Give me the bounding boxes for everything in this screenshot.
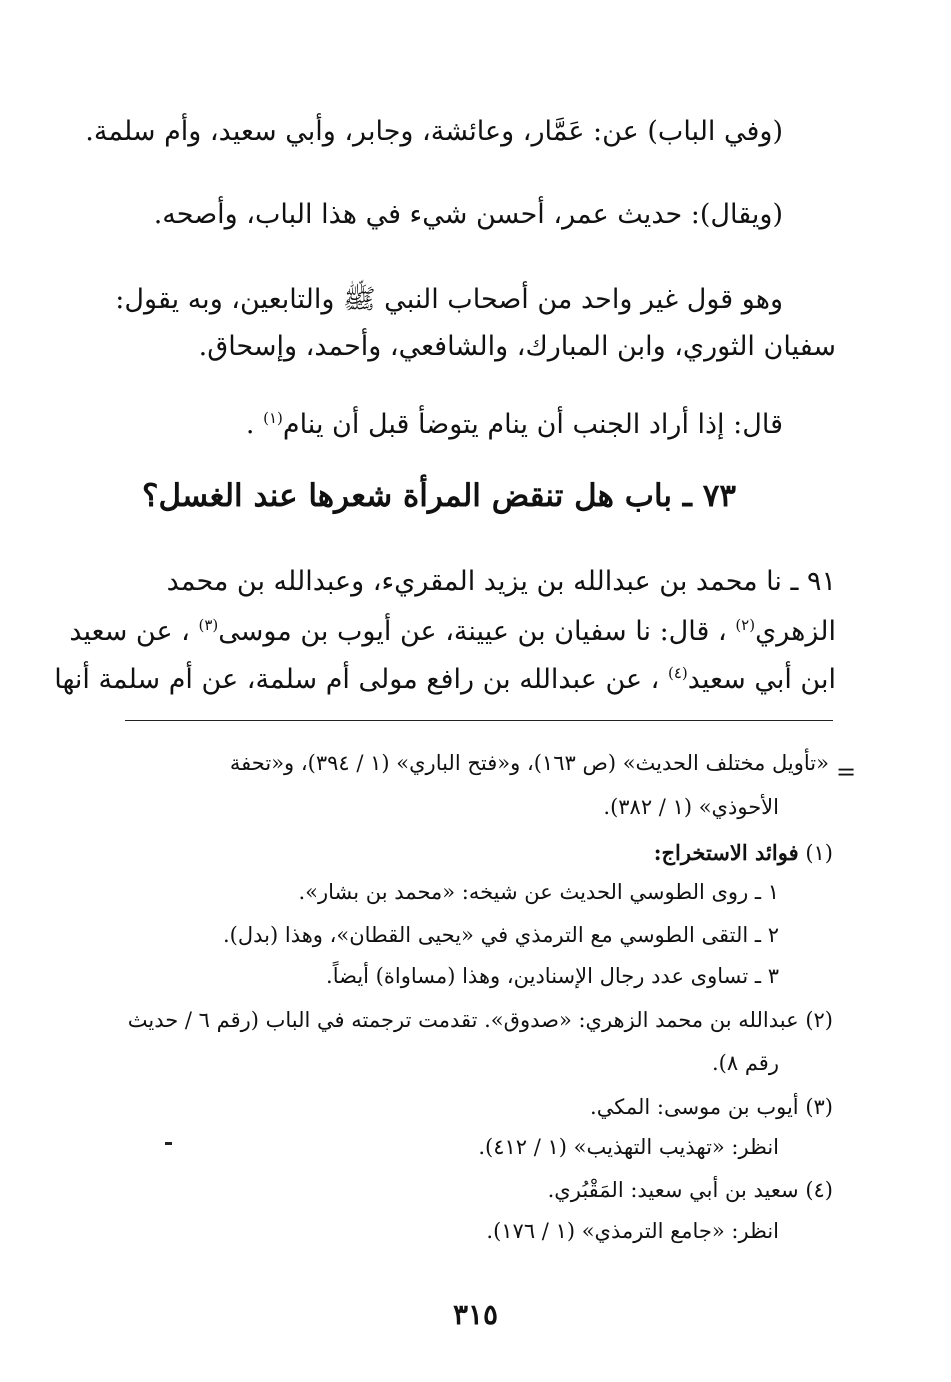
- continuation-marker: =: [836, 758, 857, 786]
- page-number: ٣١٥: [452, 1298, 499, 1331]
- footnote-3-line-2: انظر: «تهذيب التهذيب» (١ / ٤١٢).: [478, 1135, 779, 1159]
- footnote-ref-3: (٣): [198, 616, 219, 634]
- body-paragraph-scholars-line-1: وهو قول غير واحد من أصحاب النبي ﷺ والتابعين، وبه يقول:: [115, 284, 783, 315]
- footnote-2-line-1: [128, 1005, 833, 1035]
- hadith-91-line-2: [69, 612, 836, 652]
- footnote-2-text: عبدالله بن محمد الزهري: «صدوق». تقدمت ترجمته في الباب (رقم ٦ / حديث: [127, 1008, 799, 1032]
- footnote-continued-line-2: الأحوذي» (١ / ٣٨٢).: [603, 795, 779, 819]
- body-paragraph-it-is-said: (ويقال): حديث عمر، أحسن شيء في هذا الباب، وأصحه.: [153, 199, 783, 230]
- footnote-1-number: (١): [805, 841, 833, 865]
- footnote-1-item-3: ٣ ـ تساوى عدد رجال الإسنادين، وهذا (مساواة) أيضاً.: [326, 964, 779, 988]
- body-paragraph-he-said: [246, 405, 783, 445]
- footnote-4-number: (٤): [805, 1178, 833, 1202]
- footnote-3-number: (٣): [805, 1095, 833, 1119]
- footnote-4-line-2: انظر: «جامع الترمذي» (١ / ١٧٦).: [486, 1219, 779, 1243]
- hadith-91-line-1: ٩١ ـ نا محمد بن عبدالله بن يزيد المقريء، وعبدالله بن محمد: [166, 566, 836, 597]
- footnote-continued-line-1: «تأويل مختلف الحديث» (ص ١٦٣)، و«فتح الباري» (١ / ٣٩٤)، و«تحفة: [229, 751, 829, 775]
- footnote-1-item-1: ١ ـ روى الطوسي الحديث عن شيخه: «محمد بن بشار».: [298, 880, 779, 904]
- footnote-2-number: (٢): [805, 1008, 833, 1032]
- hadith-91-rafi: ، عن عبدالله بن رافع مولى أم سلمة، عن أم سلمة أنها: [54, 664, 668, 695]
- hadith-91-sufyan: ، قال: نا سفيان بن عيينة، عن أيوب بن موسى: [218, 616, 736, 647]
- print-mark: [165, 1142, 172, 1145]
- footnote-3-text: أيوب بن موسى: المكي.: [590, 1095, 799, 1119]
- footnote-3-line-1: [590, 1092, 833, 1122]
- footnote-1-header: [654, 838, 833, 868]
- he-said-end: .: [245, 409, 264, 440]
- footnote-ref-1: (١): [263, 409, 283, 427]
- hadith-91-zuhri: الزهري: [755, 616, 836, 647]
- hadith-91-saeed: ، عن سعيد: [69, 616, 199, 647]
- body-paragraph-scholars-line-2: سفيان الثوري، وابن المبارك، والشافعي، وأحمد، وإسحاق.: [198, 331, 836, 362]
- footnote-2-line-2: رقم ٨).: [712, 1051, 779, 1075]
- footnote-separator: [125, 720, 833, 721]
- footnote-4-line-1: [548, 1175, 833, 1205]
- footnote-ref-2: (٢): [735, 616, 756, 634]
- hadith-91-ibn-abi-saeed: ابن أبي سعيد: [687, 664, 836, 695]
- footnote-1-title: فوائد الاستخراج:: [653, 840, 799, 865]
- body-paragraph-in-the-chapter: (وفي الباب) عن: عَمَّار، وعائشة، وجابر، وأبي سعيد، وأم سلمة.: [85, 116, 783, 147]
- footnote-4-text: سعيد بن أبي سعيد: المَقْبُري.: [547, 1178, 799, 1202]
- hadith-91-line-3: [54, 660, 836, 700]
- footnote-1-item-2: ٢ ـ التقى الطوسي مع الترمذي في «يحيى القطان»، وهذا (بدل).: [223, 923, 779, 947]
- he-said-text: قال: إذا أراد الجنب أن ينام يتوضأ قبل أن ينام: [282, 409, 783, 440]
- chapter-heading: ٧٣ ـ باب هل تنقض المرأة شعرها عند الغسل؟: [142, 478, 736, 514]
- footnote-ref-4: (٤): [667, 664, 688, 682]
